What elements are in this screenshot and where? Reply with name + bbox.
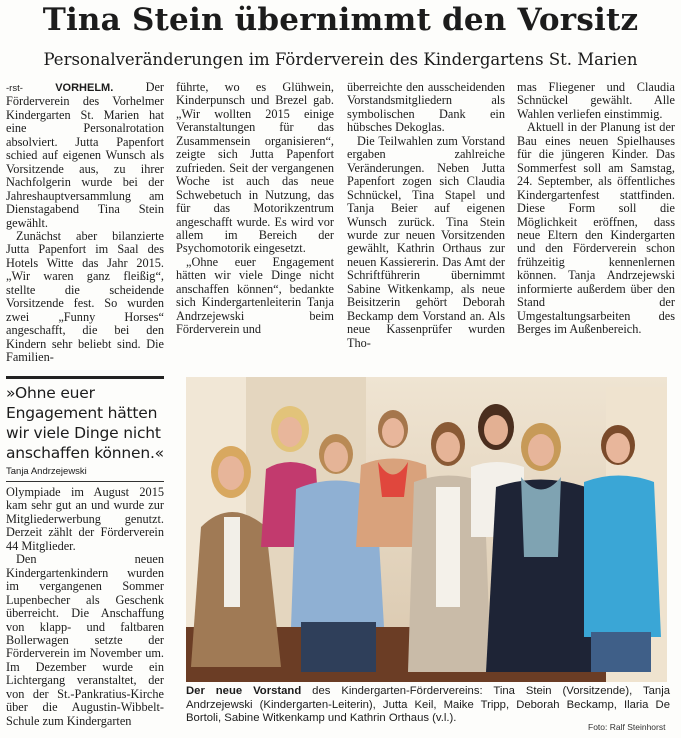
article-column-3 (347, 81, 505, 350)
group-photo (186, 377, 667, 682)
paragraph: „Ohne euer Engagement hätten wir viele Dinge nicht anschaffen können“, bedankte sich Kindergartenleiterin Tanja Andrzejewski beim Förderverein und (176, 254, 334, 337)
article-column-1-continued (6, 486, 164, 728)
pull-quote-text: »Ohne euer Engagement hätten wir viele Dinge nicht anschaffen können.« (6, 384, 164, 462)
paragraph-text: Der Förderverein des Vorhelmer Kindergarten St. Marien hat eine Personalrotation absolviert. Jutta Papenfort schied auf eigenen Wunsch als Vorsitzende aus, zu ihrer Nachfolgerin wurde bei der Jahreshauptversammlung am Dienstagabend Tina Stein gewählt. (6, 80, 165, 230)
paragraph: Zunächst aber bilanzierte Jutta Papenfort im Saal des Hotels Witte das Jahr 2015. „Wir waren ganz fleißig“, stellte die scheidende Vorsitzende fest. So wurden zwei „Funny Horses“ angeschafft, die bei den Kindern sehr beliebt sind. Die Familien- (6, 228, 164, 365)
caption-text: des Kindergarten-Fördervereins: Tina Stein (Vorsitzende), Tanja Andrzejewski (Kindergarten-Leiterin), Jutta Keil, Maike Tripp, Deborah Beckamp, Ilaria De Bortoli, Sabine Witkenkamp und Kathrin Orthaus (v.l.). (186, 685, 670, 725)
photo-caption (186, 685, 670, 726)
pull-quote-author: Tanja Andrzejewski (6, 466, 164, 482)
place-label: VORHELM. (55, 82, 114, 94)
photo-credit: Foto: Ralf Steinhorst (588, 722, 666, 732)
paragraph: Olympiade im August 2015 kam sehr gut an und wurde zur Mitgliederwerbung genutzt. Derzeit zählt der Förderverein 44 Mitglieder. (6, 485, 164, 553)
pull-quote (6, 376, 164, 482)
paragraph: überreichte den ausscheidenden Vorstandsmitgliedern als symbolischen Dank ein hübsches Dekoglas. (347, 80, 505, 135)
paragraph: Aktuell in der Planung ist der Bau eines neuen Spielhauses für die jüngeren Kinder. Das Sommerfest soll am Samstag, 24. September, als öffentliches Kindergartenfest stattfinden. Diese Form soll die Möglichkeit eröffnen, dass neue Eltern den Kindergarten und den Förderverein schon frühzeitig kennenlernen können. Tanja Andrzejewski informierte außerdem über den Stand der Umgestaltungsarbeiten des Berges im Außenbereich. (517, 120, 675, 337)
caption-lead: Der neue Vorstand (186, 685, 302, 697)
article-column-1 (6, 81, 164, 365)
article-column-2 (176, 81, 334, 337)
paragraph: Die Teilwahlen zum Vorstand ergaben zahlreiche Veränderungen. Neben Jutta Papenfort zogen sich Claudia Schnückel, Tina Stapel und Tanja Beier auf eigenen Wunsch zurück. Tina Stein wurde zur neuen Vorsitzenden gewählt, Kathrin Orthaus zur neuen Kassiererin. Das Amt der Schriftführerin übernimmt Sabine Witkenkamp, als neue Beisitzerin gehört Deborah Beckamp dem Vorstand an. Als neue Kassenprüfer wurden Tho- (347, 133, 505, 350)
paragraph: Den neuen Kindergartenkindern wurden im vergangenen Sommer Lupenbecher als Geschenk überreicht. Die Anschaffung von klapp- und faltbaren Bollerwagen setzte der Förderverein im November um. Im Dezember wurde ein Lichtergang veranstaltet, der von der St.-Pankratius-Kirche über die Augustin-Wibbelt-Schule zum Kindergarten (6, 552, 164, 728)
subheadline: Personalveränderungen im Förderverein des Kindergartens St. Marien (43, 50, 638, 69)
paragraph (6, 81, 164, 230)
article-column-4 (517, 81, 675, 337)
paragraph: mas Fliegener und Claudia Schnückel gewählt. Alle Wahlen verliefen einstimmig. (517, 80, 675, 121)
paragraph: führte, wo es Glühwein, Kinderpunsch und Brezel gab. „Wir wollten 2015 einige Veranstaltungen für das Zusammensein organisieren“, zeigte sich Jutta Papenfort zufrieden. Seit der vergangenen Woche ist auch das neue Schwebetuch in Nutzung, das für das Motorikzentrum angeschafft wurde. Es wird vor allem im Bereich der Psychomotorik eingesetzt. (176, 80, 334, 256)
headline: Tina Stein übernimmt den Vorsitz (42, 2, 639, 38)
dateline: -rst- (6, 83, 23, 94)
